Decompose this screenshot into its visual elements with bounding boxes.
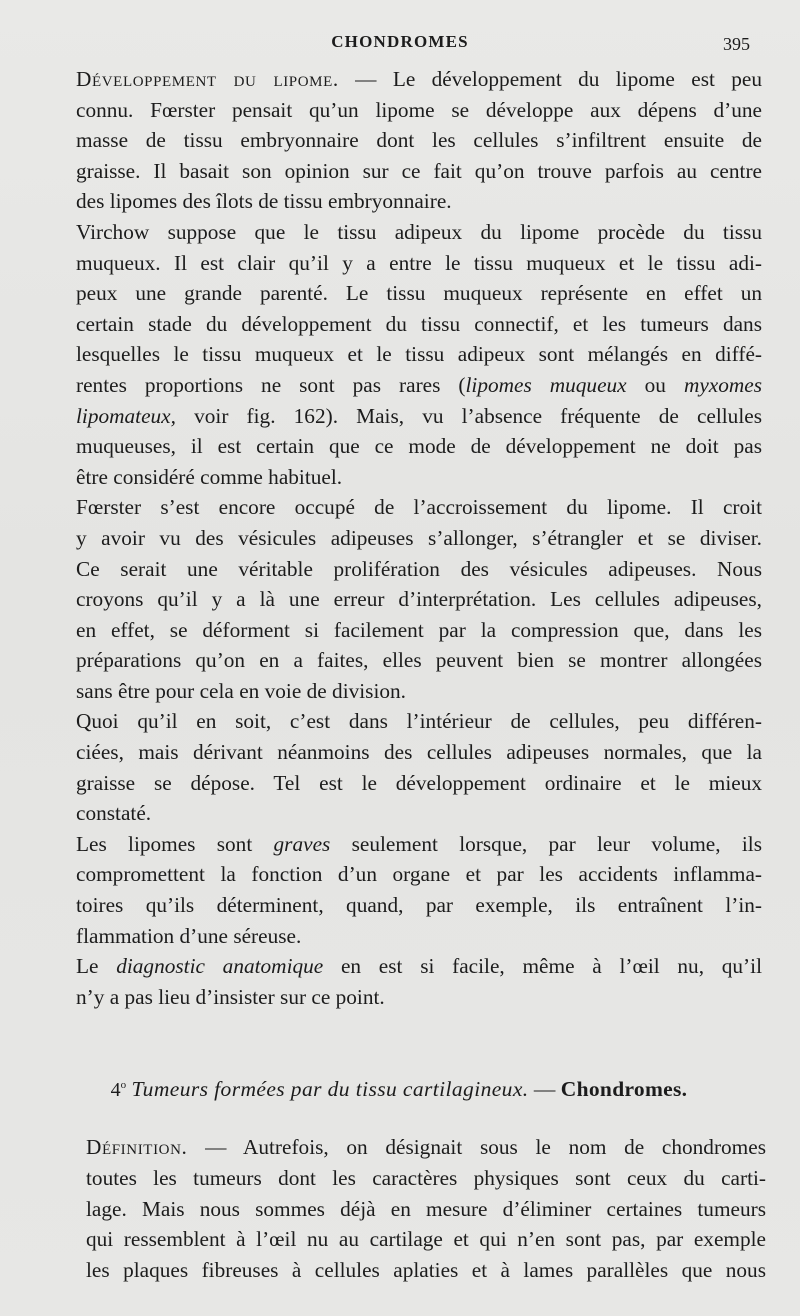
text-span: — Le développement du lipome est peu: [338, 67, 762, 91]
italic-term: myxomes: [683, 372, 762, 397]
main-text: [36, 64, 762, 1012]
text-line: Ce serait une véritable prolifération des vésicules adipeuses. Nous: [76, 556, 762, 581]
paragraph-diagnostic: [36, 951, 762, 1012]
text-line: toires qu’ils déterminent, quand, par exemple, ils entraînent l’in-: [76, 893, 762, 918]
text-span: — Autrefois, on désignait sous le nom de chondromes: [187, 1135, 766, 1159]
text-line: lage. Mais nous sommes déjà en mesure d’éliminer certaines tumeurs: [86, 1196, 766, 1221]
text-line: préparations qu’on en a faites, elles peuvent bien se montrer allongées: [76, 648, 762, 673]
text-line: être considéré comme habituel.: [76, 464, 343, 489]
text-line: en effet, se déforment si facilement par la compression que, dans les: [76, 617, 762, 642]
text-line: constaté.: [76, 801, 152, 826]
text-span: Le: [76, 954, 117, 979]
paragraph-foerster: [36, 492, 762, 706]
section-heading: [36, 1070, 762, 1105]
text-line: graisse. Il basait son opinion sur ce fait qu’on trouve parfois au centre: [76, 158, 762, 183]
text-line: connu. Fœrster pensait qu’un lipome se développe aux dépens d’une: [76, 97, 762, 122]
text-line: Quoi qu’il en soit, c’est dans l’intérieur de cellules, peu différen-: [76, 709, 762, 734]
text-span: voir fig. 162). Mais, vu l’absence fréquente de cellules: [175, 403, 762, 428]
text-span: seulement lorsque, par leur volume, ils: [330, 831, 762, 856]
text-line: [36, 401, 762, 432]
text-line: graisse se dépose. Tel est le développement ordinaire et le mieux: [76, 770, 762, 795]
paragraph-heading: Développement du lipome.: [76, 67, 339, 91]
text-span: ou: [626, 372, 684, 397]
text-line: peux une grande parenté. Le tissu muqueux représente en effet un: [76, 281, 762, 306]
section-number: 4: [110, 1079, 121, 1102]
text-line: [36, 829, 762, 860]
text-line: qui ressemblent à l’œil nu au cartilage et qui n’en sont pas, par exemple: [86, 1227, 766, 1252]
paragraph-graves: [36, 829, 762, 951]
paragraph-heading: Définition.: [86, 1135, 188, 1159]
paragraph-definition: [50, 1132, 766, 1286]
section-title-italic: Tumeurs formées par du tissu cartilagineux.: [131, 1077, 529, 1102]
text-line: Virchow suppose que le tissu adipeux du lipome procède du tissu: [76, 219, 762, 244]
italic-term: lipomateux,: [76, 403, 176, 428]
text-line: [36, 370, 762, 401]
paragraph-quoi: [36, 706, 762, 828]
text-line: lesquelles le tissu muqueux et le tissu adipeux sont mélangés en diffé-: [76, 342, 762, 367]
text-line: Fœrster s’est encore occupé de l’accroissement du lipome. Il croit: [76, 495, 762, 520]
text-line: flammation d’une séreuse.: [76, 923, 302, 948]
text-line: certain stade du développement du tissu connectif, et les tumeurs dans: [76, 311, 762, 336]
text-line: les plaques fibreuses à cellules aplaties et à lames parallèles que nous: [86, 1258, 766, 1283]
text-line: des lipomes des îlots de tissu embryonnaire.: [76, 189, 452, 214]
text-span: rentes proportions ne sont pas rares (: [76, 372, 466, 397]
text-line: [36, 64, 762, 95]
section-title-bold: Chondromes.: [560, 1077, 688, 1102]
text-line: compromettent la fonction d’un organe et par les accidents inflamma-: [76, 862, 762, 887]
text-span: en est si facile, même à l’œil nu, qu’il: [323, 954, 762, 979]
paragraph-development: [36, 64, 762, 217]
italic-term: diagnostic anatomique: [116, 954, 324, 979]
text-line: n’y a pas lieu d’insister sur ce point.: [76, 984, 385, 1009]
text-line: muqueuses, il est certain que ce mode de développement ne doit pas: [76, 434, 762, 459]
text-line: [50, 1132, 766, 1163]
page-number: 395: [723, 34, 750, 54]
definition-text: [50, 1132, 766, 1286]
text-line: sans être pour cela en voie de division.: [76, 678, 406, 703]
paragraph-virchow: [36, 217, 762, 492]
text-line: masse de tissu embryonnaire dont les cellules s’infiltrent ensuite de: [76, 128, 762, 153]
section-degree: o: [120, 1079, 127, 1091]
text-span: Les lipomes sont: [76, 831, 274, 856]
running-title: CHONDROMES: [331, 32, 469, 51]
running-head: [0, 30, 800, 56]
text-line: croyons qu’il y a là une erreur d’interprétation. Les cellules adipeuses,: [76, 587, 762, 612]
italic-term: graves: [273, 831, 331, 856]
section-dash: —: [528, 1077, 561, 1102]
text-line: y avoir vu des vésicules adipeuses s’allonger, s’étrangler et se diviser.: [76, 525, 762, 550]
text-line: [36, 951, 762, 982]
text-line: muqueux. Il est clair qu’il y a entre le tissu muqueux et le tissu adi-: [76, 250, 762, 275]
text-line: ciées, mais dérivant néanmoins des cellules adipeuses normales, que la: [76, 740, 762, 765]
text-line: toutes les tumeurs dont les caractères physiques sont ceux du carti-: [86, 1165, 766, 1190]
italic-term: lipomes muqueux: [465, 372, 627, 397]
